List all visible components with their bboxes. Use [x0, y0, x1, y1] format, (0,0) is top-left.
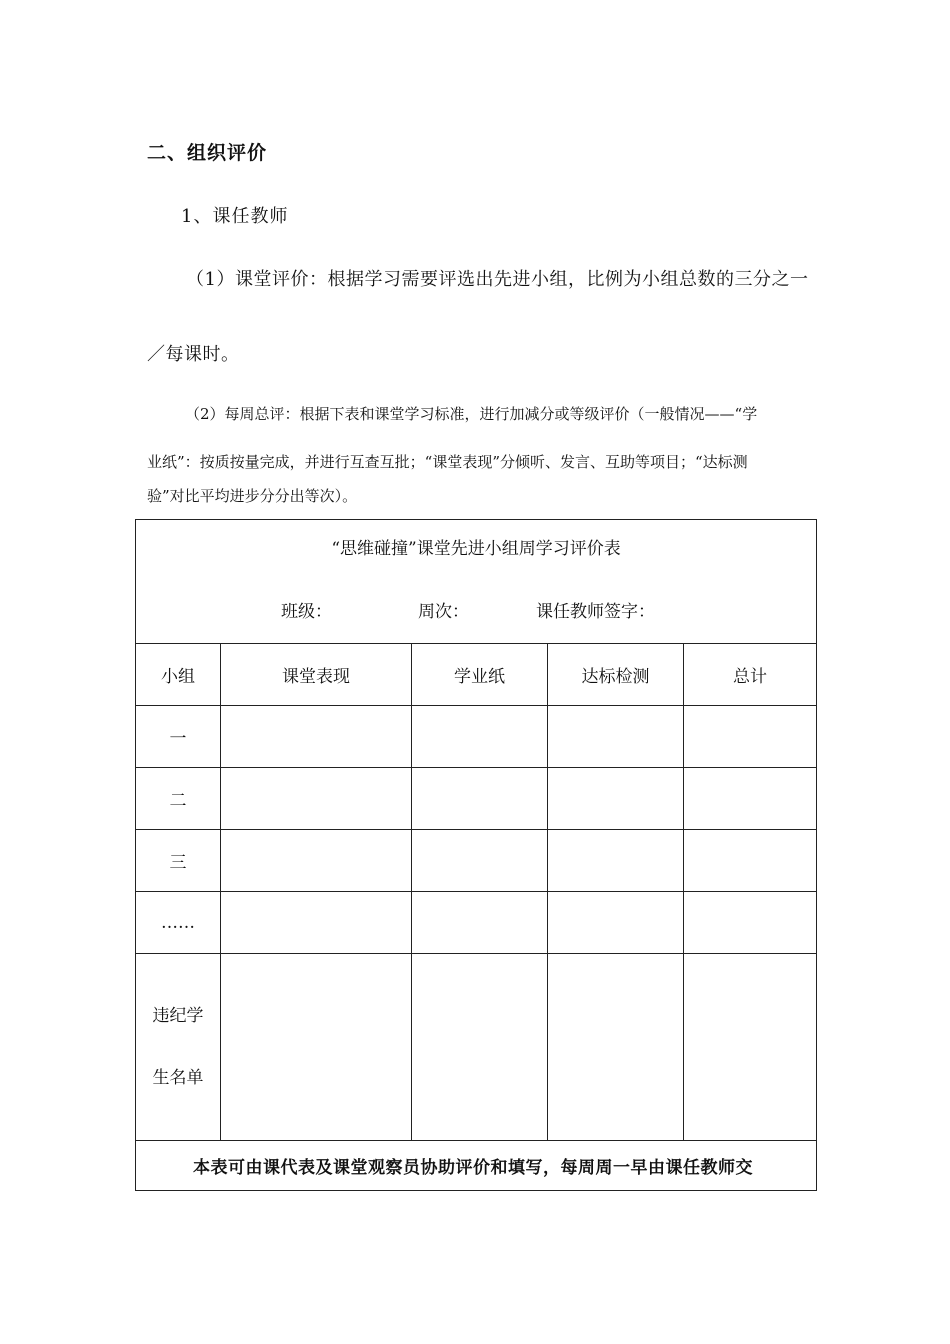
column-header-assessment: 达标检测	[548, 644, 684, 706]
table-cell[interactable]	[221, 706, 412, 768]
violation-label-line-2: 生名单	[152, 1068, 204, 1088]
group-label: ……	[136, 892, 221, 954]
table-cell[interactable]	[548, 892, 684, 954]
table-cell[interactable]	[548, 768, 684, 830]
table-row	[136, 706, 817, 768]
violation-label-line-1: 违纪学	[152, 1006, 204, 1026]
column-header-total: 总计	[684, 644, 817, 706]
week-label: 周次：	[418, 602, 469, 622]
table-row	[136, 892, 817, 954]
paragraph-2-line-2: 业纸”：按质按量完成，并进行互查互批；“课堂表现”分倾听、发言、互助等项目；“达标测	[147, 453, 748, 471]
violation-row	[136, 954, 817, 1141]
class-label: 班级：	[281, 602, 332, 622]
violation-label	[136, 954, 221, 1141]
table-header-row	[136, 644, 817, 706]
table-cell[interactable]	[684, 768, 817, 830]
table-note: 本表可由课代表及课堂观察员协助评价和填写，每周周一早由课任教师交	[136, 1141, 817, 1191]
paragraph-1-line-1: （1）课堂评价：根据学习需要评选出先进小组，比例为小组总数的三分之一	[186, 269, 809, 290]
teacher-sign-label: 课任教师签字：	[536, 602, 655, 622]
table-cell[interactable]	[684, 830, 817, 892]
table-cell[interactable]	[221, 892, 412, 954]
table-cell[interactable]	[548, 706, 684, 768]
table-cell[interactable]	[221, 768, 412, 830]
table-cell[interactable]	[412, 830, 548, 892]
table-title-cell	[136, 520, 817, 644]
table-cell[interactable]	[684, 892, 817, 954]
paragraph-2-line-1: （2）每周总评：根据下表和课堂学习标准，进行加减分或等级评价（一般情况——“学	[185, 405, 758, 423]
table-row	[136, 768, 817, 830]
group-label: 一	[136, 706, 221, 768]
note-row	[136, 1141, 817, 1191]
table-cell[interactable]	[412, 892, 548, 954]
table-cell[interactable]	[221, 954, 412, 1141]
table-cell[interactable]	[548, 830, 684, 892]
table-cell[interactable]	[412, 954, 548, 1141]
group-label: 三	[136, 830, 221, 892]
table-cell[interactable]	[548, 954, 684, 1141]
column-header-classroom-performance: 课堂表现	[221, 644, 412, 706]
section-heading: 二、组织评价	[147, 142, 268, 164]
table-cell[interactable]	[684, 954, 817, 1141]
paragraph-2-line-3: 验”对比平均进步分分出等次）。	[147, 487, 358, 505]
column-header-group: 小组	[136, 644, 221, 706]
table-title: “思维碰撞”课堂先进小组周学习评价表	[331, 539, 621, 559]
table-cell[interactable]	[412, 768, 548, 830]
column-header-worksheet: 学业纸	[412, 644, 548, 706]
table-cell[interactable]	[684, 706, 817, 768]
subsection-heading: 1、课任教师	[181, 206, 289, 227]
paragraph-1-line-2: ／每课时。	[147, 344, 240, 365]
table-row	[136, 830, 817, 892]
table-cell[interactable]	[412, 706, 548, 768]
table-cell[interactable]	[221, 830, 412, 892]
group-label: 二	[136, 768, 221, 830]
evaluation-table	[135, 519, 817, 1191]
